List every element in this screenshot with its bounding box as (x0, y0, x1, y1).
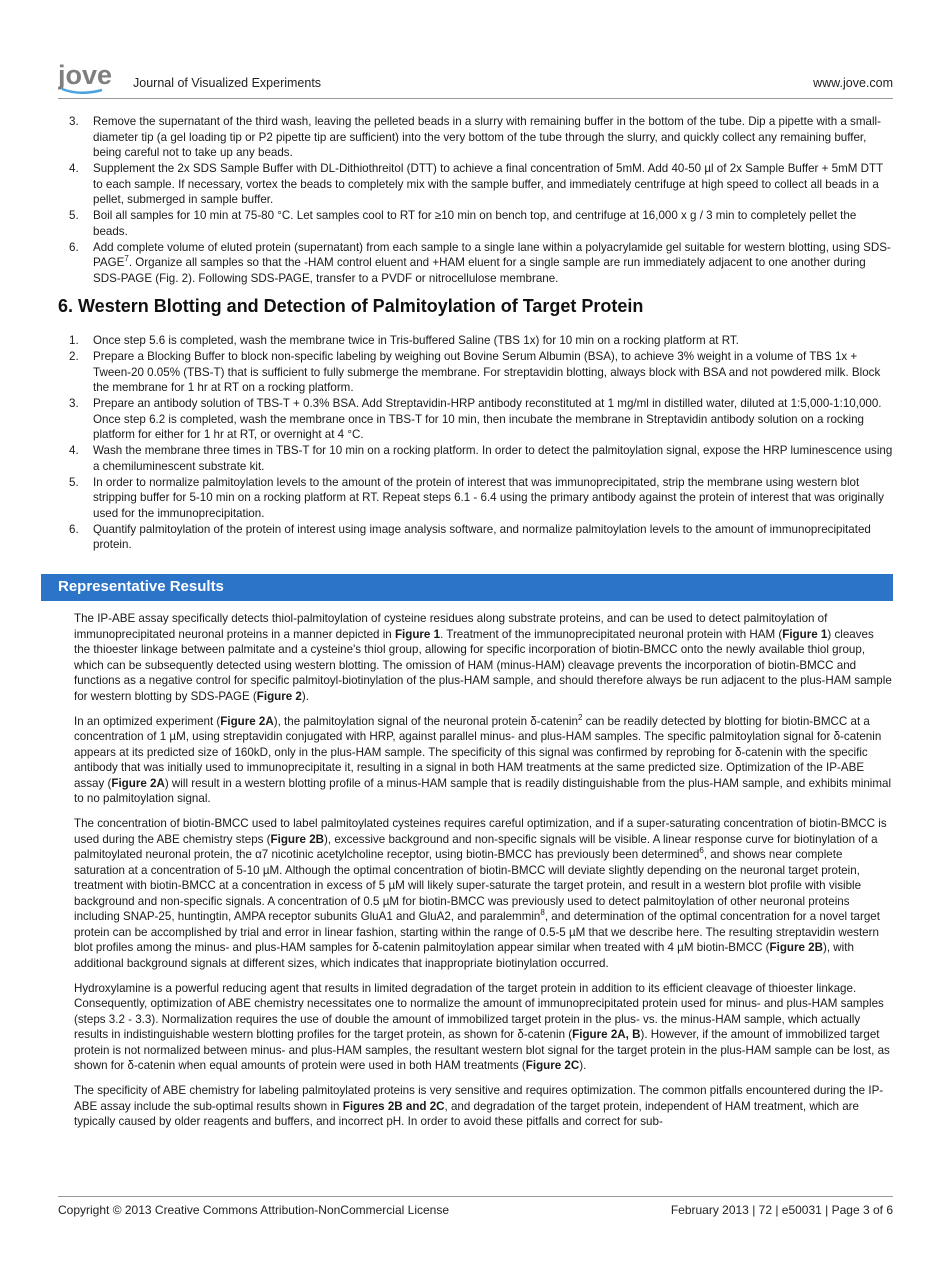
list-item: 6. Quantify palmitoylation of the protein of interest using image analysis software, and normalize palmitoylation levels to the amount of immunoprecipitated protein. (69, 522, 871, 551)
journal-website: www.jove.com (813, 76, 893, 90)
protocol-content (58, 114, 893, 553)
results-heading: Representative Results (58, 578, 224, 595)
results-heading-bar (41, 574, 893, 601)
list-item: 2. Prepare a Blocking Buffer to block non-specific labeling by weighing out Bovine Serum Albumin (BSA), to achieve 3% weight in a volume of TBS 1x + Tween-20 0.05% (TBS-T) that is sufficient to fully submerge the membrane. For streptavidin blotting, always block with BSA and not powdered milk. Block the membrane for 1 hr at RT on a rocking platform. (69, 350, 881, 394)
list-item: 5. In order to normalize palmitoylation levels to the amount of the protein of interest that was immunoprecipitated, strip the membrane using western blot stripping buffer for 5-10 min on a rocking platform at RT. Repeat steps 6.1 - 6.4 using the primary antibody against the protein of interest that was originally used for the immunoprecipitation. (69, 475, 884, 520)
svg-text:jove: jove (58, 60, 113, 90)
paragraph: The specificity of ABE chemistry for labeling palmitoylated proteins is very sensitive and requires optimization. The common pitfalls encountered during the IP-ABE assay include the sub-optimal results shown in Figures 2B and 2C, and degradation of the target protein, independent of HAM treatment, which are typically caused by older reagents and buffers, and incorrect pH. In order to avoid these pitfalls and correct for sub- (74, 1084, 884, 1128)
page-footer (58, 1196, 893, 1217)
list-item: 4. Supplement the 2x SDS Sample Buffer with DL-Dithiothreitol (DTT) to achieve a final concentration of 5mM. Add 40-50 µl of 2x Sample Buffer + 5mM DTT to each sample. If necessary, vortex the beads to completely mix with the sample buffer, and immediately centrifuge at high speed to collect all beads in a pellet, submerged in sample buffer. (69, 162, 883, 206)
list-item: 6. Add complete volume of eluted protein (supernatant) from each sample to a single lane within a polyacrylamide gel suitable for western blotting, using SDS-PAGE$^7$. Organize all samples so that the -HAM control eluent and +HAM eluent for a single sample are run immediately adjacent to one another during SDS-PAGE (Fig. 2). Following SDS-PAGE, transfer to a PVDF or nitrocellulose membrane. (69, 240, 891, 285)
list-item: 4. Wash the membrane three times in TBS-T for 10 min on a rocking platform. In order to detect the palmitoylation signal, expose the HRP luminescence using a chemiluminescent substrate kit. (69, 444, 893, 473)
page-info: February 2013 | 72 | e50031 | Page 3 of 6 (670, 1203, 893, 1217)
list-item: 3. Remove the supernatant of the third wash, leaving the pelleted beads in a slurry with remaining buffer in the bottom of the tube. Dip a pipette with a small-diameter tip (a gel loading tip or P2 pipette tip are sufficient) into the very bottom of the tube through the slurry, and quickly collect any remaining buffer, being careful not to take up any beads. (69, 115, 881, 159)
list-item: 1. Once step 5.6 is completed, wash the membrane twice in Tris-buffered Saline (TBS 1x) for 10 min on a rocking platform at RT. (69, 334, 739, 347)
paragraph: The IP-ABE assay specifically detects thiol-palmitoylation of cysteine residues along substrate proteins, and can be used to detect palmitoylation of immunoprecipitated neuronal proteins in a manner depicted in Figure 1. Treatment of the immunoprecipitated neuronal protein with HAM (Figure 1) cleaves the thioester linkage between palmitate and a cysteine's thiol group, allowing for specific incorporation of biotin-BMCC onto the newly available thiol group, which can be subsequently detected using western blotting. The omission of HAM (minus-HAM) cleavage prevents the incorporation of biotin-BMCC and functions as a negative control for specific palmitoyl-biotinylation of the plus-HAM sample, and should therefore always be run adjacent to the plus-HAM sample for western blotting by SDS-PAGE (Figure 2). (74, 612, 892, 703)
paragraph: The concentration of biotin-BMCC used to label palmitoylated cysteines requires careful optimization, and if a super-saturating concentration of biotin-BMCC is used during the ABE chemistry steps (Figure 2B), excessive background and non-specific signals will be visible. A linear response curve for biotinylation of a palmitoylated neuronal protein, the α7 nicotinic acetylcholine receptor, using biotin-BMCC has previously been determined$^6$, and shows near complete saturation at a concentration of 5-10 µM. Although the optimal concentration of biotin-BMCC will deviate slightly depending on the neuronal target protein, treatment with biotin-BMCC at a concentration in excess of 5 µM will likely super-saturate the target protein, and result in a western blot profile with visible background and non-specific signals. A concentration of 0.5 µM for biotin-BMCC was previously used to detect palmitoylation of other neuronal proteins including SNAP-25, huntingtin, AMPA receptor subunits GluA1 and GluA2, and paralemmin$^8$, and determination of the optimal concentration for a novel target protein can be accomplished by trial and error in linear fashion, starting within the range of 0.5-5 µM that we describe here. The resulting streptavidin western blot profiles among the minus- and plus-HAM samples for δ-catenin palmitoylation appear similar when treated with 4 µM biotin-BMCC (Figure 2B), with additional background signals at different sizes, which indicates that inappropriate biotinylation occurred. (74, 817, 887, 970)
list-item: 5. Boil all samples for 10 min at 75-80 °C. Let samples cool to RT for ≥10 min on bench top, and centrifuge at 16,000 x g / 3 min to completely pellet the beads. (69, 209, 857, 238)
list-item: 3. Prepare an antibody solution of TBS-T + 0.3% BSA. Add Streptavidin-HRP antibody reconstituted at 1 mg/ml in distilled water, diluted at 1:5,000-1:10,000. Once step 6.2 is completed, wash the membrane once in TBS-T for 10 min, then incubate the membrane in Streptavidin antibody solution on a rocking platform for either for 1 hr at RT, or overnight at 4 °C. (69, 397, 882, 441)
paragraph: In an optimized experiment (Figure 2A), the palmitoylation signal of the neuronal protein δ-catenin$^2$ can be readily detected by blotting for biotin-BMCC at a concentration of 1 µM, using streptavidin conjugated with HRP, against parallel minus- and plus-HAM samples. The specific palmitoylation signal for δ-catenin appears at its predicted size of 160kD, only in the plus-HAM sample. The specificity of this signal was confirmed by reprobing for δ-catenin with the specific antibody that was initially used to immunoprecipitate it, resulting in a signal in both HAM treatments at the same predicted size. Optimization of the IP-ABE assay (Figure 2A) will result in a western blotting profile of a minus-HAM sample that is readily distinguishable from the plus-HAM sample, and exhibits minimal to no palmitoylation signal. (74, 712, 892, 805)
section-heading: 6. Western Blotting and Detection of Palmitoylation of Target Protein (58, 296, 644, 316)
section5-steps (58, 114, 893, 286)
paragraph: Hydroxylamine is a powerful reducing agent that results in limited degradation of the target protein in addition to its efficient cleavage of thioester linkage. Consequently, optimization of ABE chemistry necessitates one to normalize the amount of immunoprecipitated protein used for minus- and plus-HAM samples (steps 3.2 - 3.3). Normalization requires the use of double the amount of immobilized target protein in the plus- vs. the minus-HAM sample, which actually results in indistinguishable western blotting profiles for the target protein, as shown for δ-catenin (Figure 2A, B). However, if the amount of immobilized target protein is not normalized between minus- and plus-HAM samples, the resultant western blot signal for the target protein in the plus-HAM sample can be lost, as shown for δ-catenin when equal amounts of protein were used in both HAM treatments (Figure 2C). (74, 981, 890, 1072)
copyright-notice: Copyright © 2013 Creative Commons Attribution-NonCommercial License (58, 1203, 450, 1217)
section6-steps (58, 333, 893, 553)
jove-logo (58, 60, 126, 94)
page-header (58, 60, 893, 99)
journal-name: Journal of Visualized Experiments (133, 76, 322, 90)
results-body (74, 611, 892, 1139)
